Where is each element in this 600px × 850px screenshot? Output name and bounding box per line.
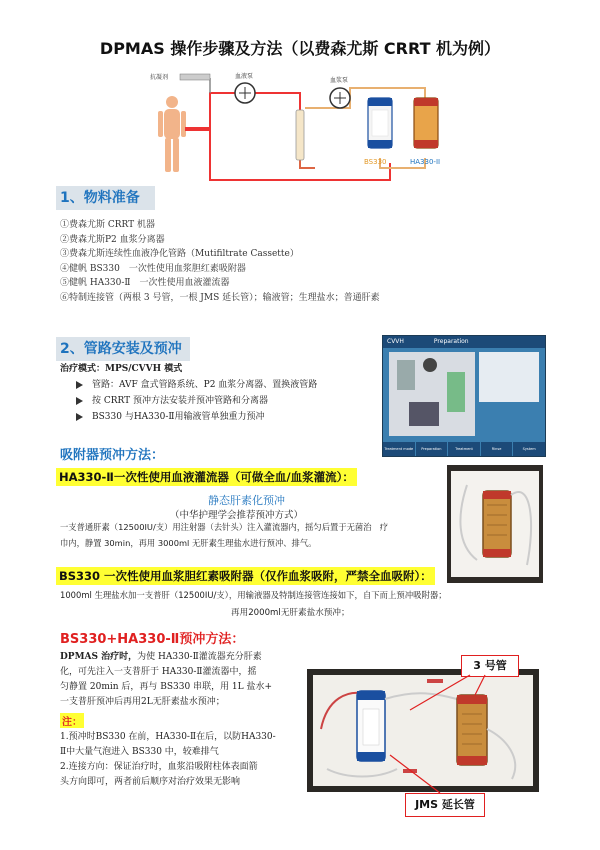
- arrow-bullet-icon: [76, 397, 83, 405]
- arrow-bullet-icon: [76, 381, 83, 389]
- jms-callout: JMS 延长管: [405, 793, 485, 817]
- ha330-body-1: 一支普通肝素（12500IU/支）用注射器（去针头）注入灌流器内，摇匀后置于无菌治 疗: [60, 522, 389, 532]
- ha330-photo: [447, 465, 543, 583]
- list-item: ⑥特制连接管（两根 3 号管，一根 JMS 延长管）；输液管；生理盐水；普通肝素: [60, 292, 380, 303]
- screen-toolbar: [383, 442, 545, 465]
- notes: [60, 730, 310, 789]
- page-title: DPMAS 操作步骤及方法（以费森尤斯 CRRT 机为例）: [99, 39, 501, 58]
- bs330-body-2: 再用2000ml无肝素盐水预冲；: [231, 608, 350, 618]
- list-item: ②费森尤斯P2 血浆分离器: [60, 234, 165, 245]
- list-item: BS330 与HA330-Ⅱ用输液管单独重力预冲: [76, 410, 317, 424]
- anticoagulant-label: 抗凝剂: [150, 74, 169, 81]
- paragraph-line: 一支普肝预冲后再用2L无肝素盐水预冲；: [60, 697, 225, 707]
- note-line: Ⅱ中大量气泡进入 BS330 中，较难排气: [60, 747, 219, 757]
- source-note: （中华护理学会推荐预冲方式）: [170, 510, 304, 521]
- bs330-title: BS330 一次性使用血浆胆红素吸附器（仅作血浆吸附，严禁全血吸附）：: [56, 567, 435, 585]
- tube3-callout: 3 号管: [461, 655, 519, 677]
- treatment-mode: 治疗模式：MPS/CVVH 模式: [60, 364, 183, 374]
- screen-button-treatment-mode[interactable]: Treatment mode: [383, 442, 415, 456]
- section2-heading: 2、管路安装及预冲: [56, 337, 190, 361]
- setup-bullets: [76, 378, 317, 424]
- screen-button-treatment[interactable]: Treatment: [448, 442, 480, 456]
- callout-arrows: [300, 650, 550, 820]
- bs330-diagram-label: BS330: [364, 158, 387, 166]
- list-item: ①费森尤斯 CRRT 机器: [60, 220, 156, 230]
- screen-schematic: [389, 352, 475, 436]
- note-line: 2.连接方向：保证治疗时，血浆沿吸附柱体表面箭: [60, 762, 258, 772]
- ha330-title: HA330-Ⅱ一次性使用血液灌流器（可做全血/血浆灌流）：: [56, 468, 357, 486]
- plasma-pump-label: 血浆泵: [330, 77, 349, 84]
- plasma-separator-icon: [296, 110, 304, 160]
- bs330-body-1: 1000ml 生理盐水加一支普肝（12500IU/支），用输液器及特制连接管连接如下，自下而上预冲吸附器；: [60, 590, 447, 600]
- paragraph-line: 匀静置 20min 后，再与 BS330 串联，用 1L 盐水+: [60, 682, 273, 692]
- note-line: 1.预冲时BS330 在前，HA330-Ⅱ在后，以防HA330-: [60, 732, 276, 742]
- ha330-diagram-label: HA330-II: [410, 158, 441, 166]
- combined-paragraph: DPMAS 治疗时，为使 HA330-Ⅱ灌流器充分肝素 化，可先注入一支普肝于 HA330-Ⅱ灌流器中，摇 匀静置 20min 后，再与 BS330 串联，用 1L 盐水+ 一支普肝预冲后再用2L无肝素盐水预冲；: [60, 650, 305, 709]
- list-item: ④健帆 BS330 一次性使用血浆胆红素吸附器: [60, 263, 246, 274]
- combined-heading: BS330+HA330-Ⅱ预冲方法：: [60, 632, 245, 647]
- adsorber-heading: 吸附器预冲方法：: [60, 448, 165, 463]
- list-item: 按 CRRT 预冲方法安装并预冲管路和分离器: [76, 394, 317, 408]
- materials-list: [60, 218, 380, 306]
- screen-button-preparation[interactable]: Preparation: [416, 442, 448, 456]
- list-item: ③费森尤斯连续性血液净化管路（Mutifiltrate Cassette）: [60, 249, 299, 260]
- note-label: 注：: [60, 713, 84, 728]
- screen-button-system-parameters[interactable]: System parameters: [513, 442, 545, 456]
- section1-heading: 1、物料准备: [56, 186, 155, 210]
- screen-header: CVVH Preparation: [383, 336, 545, 348]
- dpmas-lead: DPMAS 治疗时，: [60, 652, 138, 662]
- note-line: 头方向即可，两者前后顺序对治疗效果无影响: [60, 777, 241, 787]
- crrt-machine-screen: [382, 335, 546, 465]
- blood-pump-label: 血液泵: [235, 73, 254, 80]
- list-item: ⑤健帆 HA330-Ⅱ 一次性使用血液灌流器: [60, 278, 230, 289]
- static-heparin-title: 静态肝素化预冲: [208, 494, 285, 507]
- screen-info: [479, 352, 539, 402]
- dpmas-circuit-diagram: [150, 68, 470, 193]
- paragraph-line: 化，可先注入一支普肝于 HA330-Ⅱ灌流器中，摇: [60, 667, 257, 677]
- arrow-bullet-icon: [76, 413, 83, 421]
- ha330-body-2: 巾内，静置 30min，再用 3000ml 无肝素生理盐水进行预冲、排气。: [60, 538, 317, 548]
- list-item: 管路：AVF 盒式管路系统、P2 血浆分离器、置换液管路: [76, 378, 317, 392]
- screen-button-rinse[interactable]: Rinse: [481, 442, 513, 456]
